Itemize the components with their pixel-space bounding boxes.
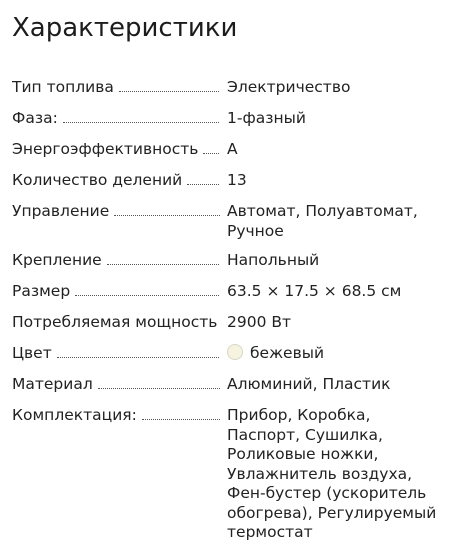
dotted-leader [119,91,220,92]
page-title: Характеристики [12,13,238,43]
spec-label: Материал [12,375,93,393]
spec-label-cell [12,140,220,165]
spec-label-cell [12,171,220,196]
color-swatch-icon [227,344,243,360]
spec-label-cell [12,406,220,431]
spec-value: Электричество [227,78,351,96]
dotted-leader [75,295,220,296]
dotted-leader [203,153,220,154]
spec-label-cell [12,202,220,227]
spec-label-cell [12,313,220,338]
spec-label: Энергоэффективность [12,140,199,158]
spec-label: Тип топлива [12,78,114,96]
dotted-leader [187,184,220,185]
spec-value: бежевый [227,344,442,364]
dotted-leader [142,419,220,420]
spec-value: Напольный [227,251,320,269]
spec-value: Алюминий, Пластик [227,375,391,393]
spec-label: Размер [12,282,71,300]
spec-value: 2900 Вт [227,313,292,331]
spec-value: 13 [227,171,247,189]
spec-value: 1-фазный [227,109,306,127]
spec-label: Потребляемая мощность [12,313,218,331]
dotted-leader [114,215,220,216]
spec-value: A [227,140,238,158]
dotted-leader [107,264,220,265]
spec-label: Фаза: [12,109,58,127]
dotted-leader [98,388,220,389]
spec-value: Автомат, Полуавтомат, Ручное [227,202,418,240]
spec-label-cell [12,78,220,103]
spec-label-cell [12,109,220,134]
spec-label: Количество делений [12,171,183,189]
dotted-leader [63,122,220,123]
spec-label-cell [12,375,220,400]
spec-label: Цвет [12,344,52,362]
spec-label: Управление [12,202,110,220]
spec-label-cell [12,282,220,307]
spec-label-cell [12,344,220,369]
spec-label-cell [12,251,220,276]
spec-value: Прибор, Коробка, Паспорт, Сушилка, Роликовые ножки, Увлажнитель воздуха, Фен-бустер (ускоритель обогрева), Регулируемый термостат [227,406,437,541]
spec-label: Комплектация: [12,406,137,424]
spec-value: 63.5 × 17.5 × 68.5 см [227,282,402,300]
spec-label: Крепление [12,251,102,269]
dotted-leader [57,357,220,358]
